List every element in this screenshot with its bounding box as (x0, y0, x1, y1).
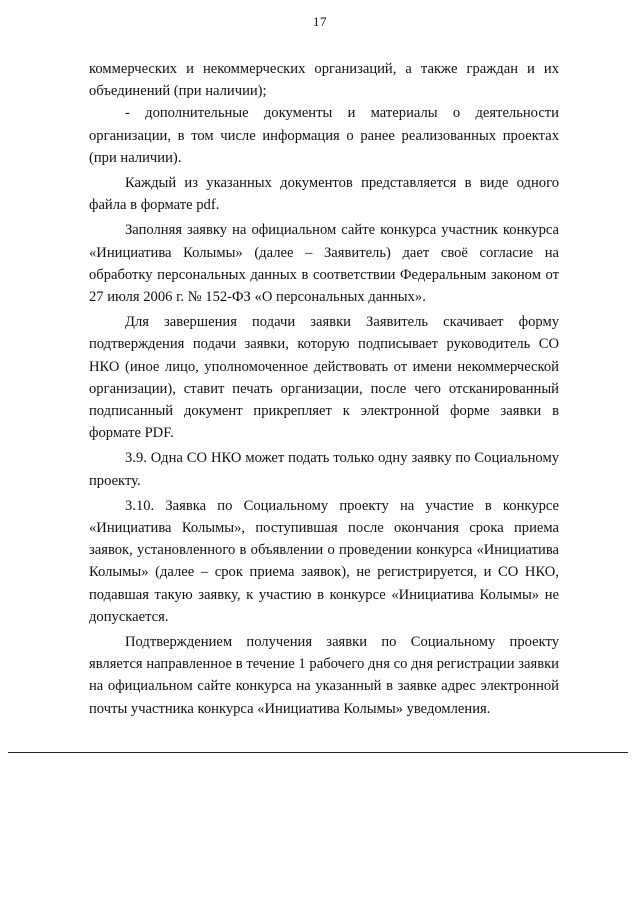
paragraph-submission-confirmation: Для завершения подачи заявки Заявитель скачивает форму подтверждения подачи заявки, которую подписывает руководитель СО НКО (иное лицо, уполномоченное действовать от имени некоммерческой организации), ставит печать организации, после чего отсканированный подписанный документ прикрепляет к электронной форме заявки в формате PDF. (89, 314, 559, 442)
page-number: 17 (313, 14, 327, 29)
paragraph-file-format: Каждый из указанных документов представляется в виде одного файла в формате pdf. (89, 175, 559, 214)
horizontal-divider (8, 752, 628, 753)
document-body (89, 58, 559, 720)
paragraph-receipt-confirmation: Подтверждением получения заявки по Социальному проекту является направленное в течение 1 рабочего дня со дня регистрации заявки на официальном сайте конкурса на указанный в заявке адрес электронной почты участника конкурса «Инициатива Колымы» уведомления. (89, 634, 559, 717)
paragraph-section-3-9: 3.9. Одна СО НКО может подать только одну заявку по Социальному проекту. (89, 450, 559, 489)
paragraph-personal-data-consent: Заполняя заявку на официальном сайте конкурса участник конкурса «Инициатива Колымы» (далее – Заявитель) дает своё согласие на обработку персональных данных в соответствии Федеральным законом от 27 июля 2006 г. № 152-ФЗ «О персональных данных». (89, 222, 559, 306)
paragraph-continuation: коммерческих и некоммерческих организаций, а также граждан и их объединений (при наличии); (89, 61, 559, 100)
paragraph-list-item-additional-docs: - дополнительные документы и материалы о деятельности организации, в том числе информация о ранее реализованных проектах (при наличии). (89, 105, 559, 166)
paragraph-section-3-10: 3.10. Заявка по Социальному проекту на участие в конкурсе «Инициатива Колымы», поступившая после окончания срока приема заявок, установленного в объявлении о проведении конкурса «Инициатива Колымы» (далее – срок приема заявок), не регистрируется, и СО НКО, подавшая такую заявку, к участию в конкурсе «Инициатива Колымы» не допускается. (89, 497, 559, 625)
